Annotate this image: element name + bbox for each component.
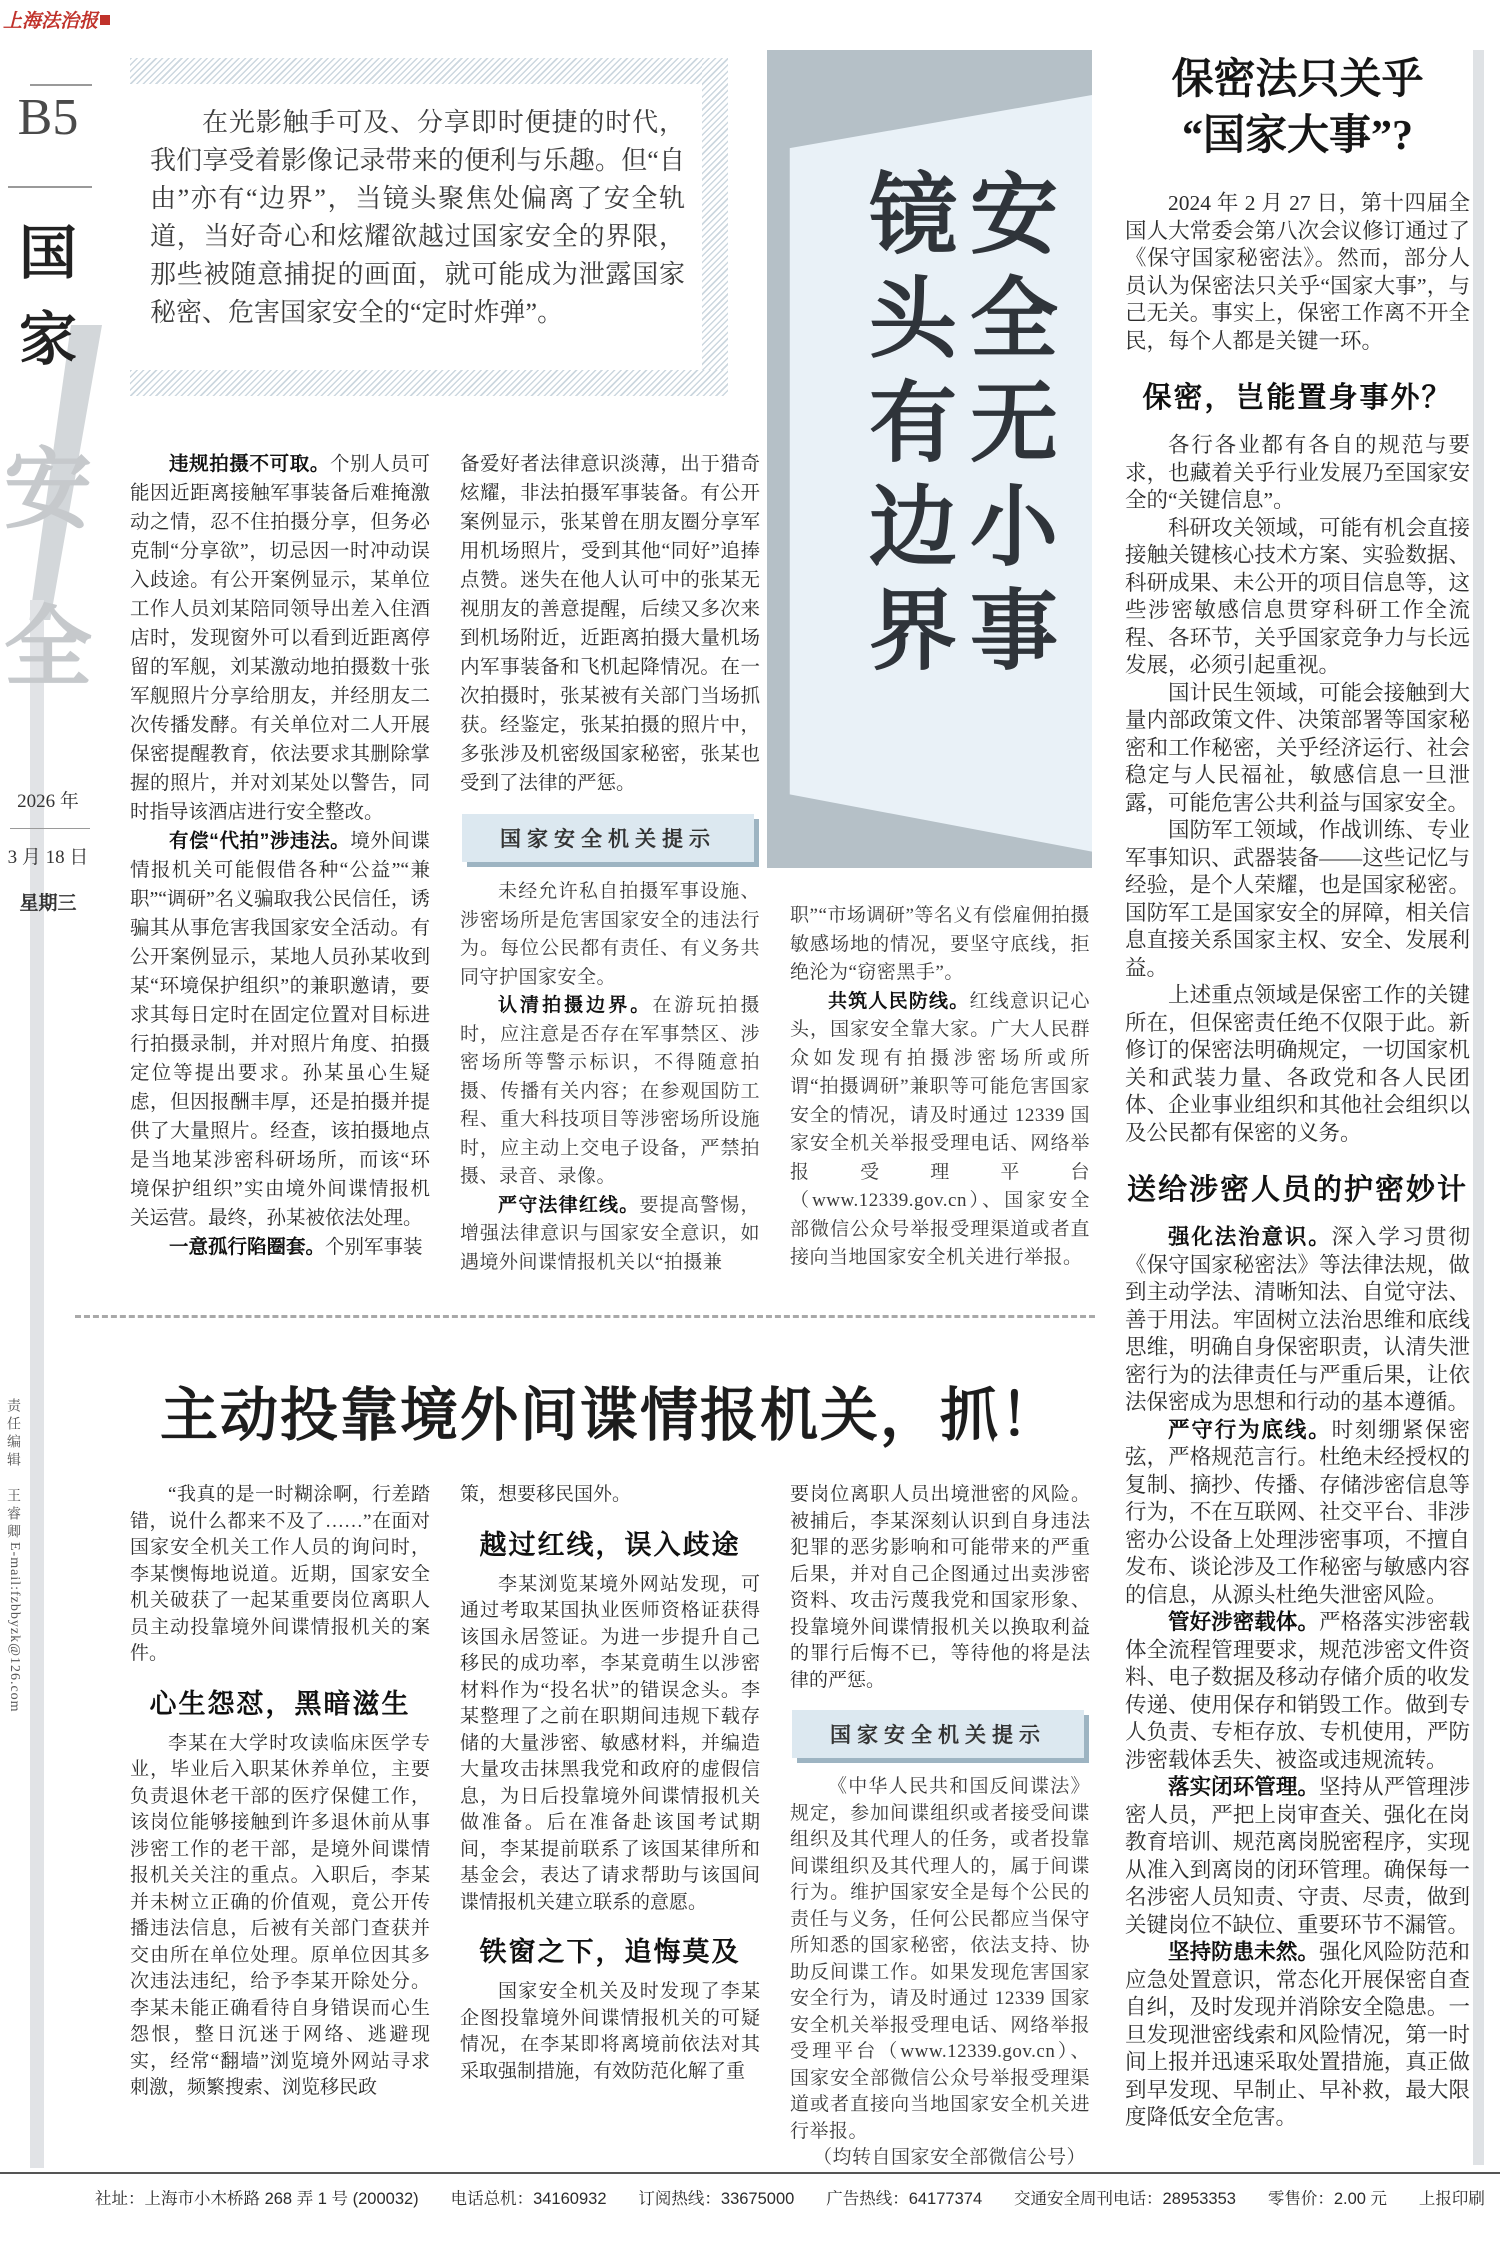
paragraph: 管好涉密载体。严格落实涉密载体全流程管理要求，规范涉密文件资料、电子数据及移动存储介质的收发传递、使用保存和销毁工作。做到专人负责、专柜存放、专机使用，严防涉密载体丢失、被盗或违规流转。 bbox=[1125, 1610, 1470, 1772]
paragraph: 共筑人民防线。红线意识记心头，国家安全靠大家。广大人民群众如发现有拍摄涉密场所或所谓“拍摄调研”兼职等可能危害国家安全的情况，请及时通过 12339 国家安全机关举报受理电话、网络举报受理平台（www.12339.gov.cn）、国家安全部微信公众号举报受理渠道或者直接向当地国家安全机关进行举报。 bbox=[790, 990, 1090, 1268]
right-article bbox=[1125, 48, 1470, 2170]
paragraph: 未经允许私自拍摄军事设施、涉密场所是危害国家安全的违法行为。每位公民都有责任、有义务共同守护国家安全。 bbox=[460, 881, 760, 988]
column-subhead: 铁窗之下，追悔莫及 bbox=[479, 1937, 741, 1967]
editor-email: E-mail:fzbbyzk@126.com bbox=[7, 1542, 22, 1713]
footer-item: 社址：上海市小木桥路 268 弄 1 号 (200032) bbox=[95, 2190, 419, 2208]
headline-panel bbox=[767, 50, 1092, 868]
editor-name: 责任编辑 王睿卿 bbox=[5, 1398, 20, 1542]
footer-item: 广告热线：64177374 bbox=[826, 2190, 983, 2208]
paragraph: 各行各业都有各自的规范与要求，也藏着关乎行业发展乃至国家安全的“关键信息”。 bbox=[1125, 433, 1470, 512]
paragraph: 上述重点领域是保密工作的关键所在，但保密责任绝不仅限于此。新修订的保密法明确规定，一切国家机关和武装力量、各政党和各人民团体、企业事业组织和其他社会组织以及公民都有保密的义务。 bbox=[1125, 983, 1470, 1145]
date-weekday: 星期三 bbox=[19, 893, 77, 914]
page-number: B5 bbox=[17, 89, 79, 146]
paragraph: 科研攻关领域，可能有机会直接接触关键核心技术方案、实验数据、科研成果、未公开的项目信息等，这些涉密敏感信息贯穿科研工作全流程、各环节，关乎国家竞争力与长远发展，必须引起重视。 bbox=[1125, 515, 1470, 677]
paragraph: “我真的是一时糊涂啊，行差踏错，说什么都来不及了……”在面对国家安全机关工作人员的询问时，李某懊悔地说道。近期，国家安全机关破获了一起某重要岗位离职人员主动投靠境外间谍情报机关的案件。 bbox=[130, 1484, 430, 1664]
paragraph: 国家安全机关及时发现了李某企图投靠境外间谍情报机关的可疑情况，在李某即将离境前依法对其采取强制措施，有效防范化解了重 bbox=[460, 1981, 760, 2082]
section-name-char: 国 bbox=[18, 221, 77, 286]
footer-item: 上报印刷 bbox=[1418, 2190, 1485, 2208]
footer-item: 电话总机：34160932 bbox=[450, 2190, 607, 2208]
paragraph: 一意孤行陷圈套。个别军事装 bbox=[169, 1236, 423, 1258]
masthead-rule bbox=[30, 84, 92, 86]
paragraph-lead: 认清拍摄边界。 bbox=[498, 995, 653, 1016]
paragraph: 严守行为底线。时刻绷紧保密弦，严格规范言行。杜绝未经授权的复制、摘抄、传播、存储涉密信息等行为，不在互联网、社交平台、非涉密办公设备上处理涉密事项，不擅自发布、谈论涉及工作秘密与敏感内容的信息，从源头杜绝失泄密风险。 bbox=[1125, 1417, 1470, 1607]
newspaper-logo bbox=[3, 6, 99, 33]
dashed-divider bbox=[75, 1315, 1095, 1318]
paragraph-lead: 一意孤行陷圈套。 bbox=[169, 1236, 326, 1258]
paragraph: 认清拍摄边界。在游玩拍摄时，应注意是否存在军事禁区、涉密场所等警示标识，不得随意拍摄、传播有关内容；在参观国防工程、重大科技项目等涉密场所设施时，应主动上交电子设备，严禁拍摄、录音、录像。 bbox=[460, 995, 760, 1187]
tip-box bbox=[462, 814, 754, 862]
column-subhead: 送给涉密人员的护密妙计 bbox=[1126, 1174, 1468, 1206]
paragraph-lead: 严守行为底线。 bbox=[1168, 1417, 1332, 1442]
right-article-title-line-1: 保密法只关乎 bbox=[1171, 57, 1424, 103]
bottom-article-headline: 主动投靠境外间谍情报机关，抓！ bbox=[159, 1383, 1060, 1448]
section-art-char: 安 bbox=[3, 443, 92, 540]
column-subhead: 保密，岂能置身事外？ bbox=[1142, 382, 1453, 414]
paragraph-lead: 管好涉密载体。 bbox=[1168, 1610, 1320, 1634]
masthead-rule bbox=[8, 186, 92, 188]
section-name-char: 家 bbox=[18, 307, 77, 372]
paragraph: 策，想要移民国外。 bbox=[460, 1484, 632, 1505]
paragraph: 国防军工领域，作战训练、专业军事知识、武器装备——这些记忆与经验，是个人荣耀，也是国家秘密。国防军工是国家安全的屏障，相关信息直接关系国家主权、安全、发展利益。 bbox=[1125, 818, 1470, 980]
paragraph: 职”“市场调研”等名义有偿雇佣拍摄敏感场地的情况，要坚守底线，拒绝沦为“窃密黑手”。 bbox=[790, 905, 1090, 983]
footer bbox=[95, 2185, 1485, 2209]
paragraph-lead: 共筑人民防线。 bbox=[828, 990, 970, 1012]
date-month-day: 3 月 18 日 bbox=[7, 847, 89, 868]
right-margin-bar bbox=[1473, 50, 1484, 2165]
intro-hatch-border bbox=[130, 58, 728, 84]
tip-box-title: 国家安全机关提示 bbox=[830, 1724, 1046, 1747]
main-article-column-1 bbox=[130, 450, 430, 1314]
tip-box-title: 国家安全机关提示 bbox=[500, 828, 716, 851]
paragraph: 李某在大学时攻读临床医学专业，毕业后入职某休养单位，主要负责退休老干部的医疗保健工作，该岗位能够接触到许多退休前从事涉密工作的老干部，是境外间谍情报机关关注的重点。入职后，李某并未树立正确的价值观，竟公开传播违法信息，后被有关部门查获并交由所在单位处理。原单位因其多次违法违纪，给予李某开除处分。李某未能正确看待自身错误而心生怨恨，整日沉迷于网络、逃避现实，经常“翻墙”浏览境外网站寻求刺激，频繁搜索、浏览移民政 bbox=[130, 1732, 430, 2098]
footer-rule bbox=[0, 2172, 1500, 2174]
column-subhead: 心生怨怼，黑暗滋生 bbox=[149, 1688, 411, 1719]
masthead bbox=[0, 0, 100, 2253]
paragraph-lead: 有偿“代拍”涉违法。 bbox=[169, 830, 351, 852]
footer-item: 交通安全周刊电话：28953353 bbox=[1014, 2190, 1236, 2208]
paragraph-lead: 落实闭环管理。 bbox=[1168, 1775, 1320, 1799]
attribution-note: （均转自国家安全部微信公号） bbox=[812, 2147, 1086, 2168]
bottom-article-column-3 bbox=[790, 1482, 1090, 2170]
column-subhead: 越过红线，误入歧途 bbox=[479, 1529, 741, 1560]
paragraph-lead: 违规拍摄不可取。 bbox=[169, 453, 330, 475]
paragraph-lead: 坚持防患未然。 bbox=[1168, 1940, 1320, 1964]
paragraph: 有偿“代拍”涉违法。境外间谍情报机关可能假借各种“公益”“兼职”“调研”名义骗取我公民信任，诱骗其从事危害我国家安全活动。有公开案例显示，某地人员孙某收到某“环境保护组织”的兼职邀请，要求其每日定时在固定位置对目标进行拍摄录制，并对照片角度、拍摄定位等提出要求。孙某虽心生疑虑，但因报酬丰厚，还是拍摄并提供了大量照片。经查，该拍摄地点是当地某涉密科研场所，而该“环境保护组织”实由境外间谍情报机关运营。最终，孙某被依法处理。 bbox=[130, 830, 430, 1229]
logo-text: 上海法治报 bbox=[3, 11, 99, 32]
right-article-title bbox=[1125, 52, 1470, 164]
bottom-article-column-1 bbox=[130, 1482, 430, 2170]
paragraph: 严守法律红线。要提高警惕，增强法律意识与国家安全意识，如遇境外间谍情报机关以“拍摄兼 bbox=[460, 1194, 760, 1273]
paragraph: 《中华人民共和国反间谍法》规定，参加间谍组织或者接受间谍组织及其代理人的任务，或者投靠间谍组织及其代理人的，属于间谍行为。维护国家安全是每个公民的责任与义务，任何公民都应当保守所知悉的国家秘密，依法支持、协助反间谍工作。如果发现危害国家安全行为，请及时通过 12339 国家安全机关举报受理电话、网络举报受理平台（www.12339.gov.cn）、国家安全部微信公众号举报受理渠道或者直接向当地国家安全机关进行举报。 bbox=[790, 1776, 1090, 2142]
right-article-body bbox=[1125, 190, 1470, 2132]
logo-seal-icon bbox=[100, 15, 110, 25]
section-art-char: 全 bbox=[3, 601, 92, 698]
headline-line-2: 镜头有边界 bbox=[856, 168, 953, 688]
paragraph-lead: 强化法治意识。 bbox=[1168, 1225, 1332, 1249]
paragraph: 备爱好者法律意识淡薄，出于猎奇炫耀，非法拍摄军事装备。有公开案例显示，张某曾在朋友圈分享军用机场照片，受到其他“同好”追捧点赞。迷失在他人认可中的张某无视朋友的善意提醒，后续又多次来到机场附近，近距离拍摄大量机场内军事装备和飞机起降情况。在一次拍摄时，张某被有关部门当场抓获。经鉴定，张某拍摄的照片中，多张涉及机密级国家秘密，张某也受到了法律的严惩。 bbox=[460, 454, 760, 794]
main-article-column-2 bbox=[460, 450, 760, 1314]
paragraph: 违规拍摄不可取。个别人员可能因近距离接触军事装备后难掩激动之情，忍不住拍摄分享，但务必克制“分享欲”，切忌因一时冲动误入歧途。有公开案例显示，某单位工作人员刘某陪同领导出差入住酒店时，发现窗外可以看到近距离停留的军舰，刘某激动地拍摄数十张军舰照片分享给朋友，并经朋友二次传播发酵。有关单位对二人开展保密提醒教育，依法要求其删除掌握的照片，并对刘某处以警告，同时指导该酒店进行安全整改。 bbox=[130, 453, 430, 823]
footer-item: 零售价：2.00 元 bbox=[1267, 2190, 1388, 2208]
paragraph: 要岗位离职人员出境泄密的风险。被捕后，李某深刻认识到自身违法犯罪的恶劣影响和可能带来的严重后果，并对自己企图通过出卖涉密资料、攻击污蔑我党和国家形象、投靠境外间谍情报机关以换取利益的罪行后悔不已，等待他的将是法律的严惩。 bbox=[790, 1484, 1090, 1691]
bottom-article-column-2 bbox=[460, 1482, 760, 2170]
right-article-title-line-2: “国家大事”? bbox=[1181, 113, 1413, 159]
paragraph: 李某浏览某境外网站发现，可通过考取某国执业医师资格证获得该国永居签证。为进一步提升自己移民的成功率，李某竟萌生以涉密材料作为“投名状”的错误念头。李某整理了之前在职期间违规下载存储的大量涉密、敏感材料，并编造大量攻击抹黑我党和政府的虚假信息，为日后投靠境外间谍情报机关做准备。后在准备赴该国考试期间，李某提前联系了该国某律所和基金会，表达了请求帮助与该国间谍情报机关建立联系的意愿。 bbox=[460, 1573, 760, 1913]
intro-hatch-border bbox=[130, 370, 728, 396]
paragraph-lead: 严守法律红线。 bbox=[498, 1194, 640, 1216]
paragraph: 2024 年 2 月 27 日，第十四届全国人大常委会第八次会议修订通过了《保守国家秘密法》。然而，部分人员认为保密法只关乎“国家大事”，与己无关。事实上，保密工作离不开全民，每个人都是关键一环。 bbox=[1125, 191, 1470, 353]
main-headline bbox=[847, 168, 1062, 848]
headline-line-1: 安全无小事 bbox=[957, 168, 1054, 688]
intro-hatch-border bbox=[702, 58, 728, 396]
paragraph: 强化法治意识。深入学习贯彻《保守国家秘密法》等法律法规，做到主动学法、清晰知法、自觉守法、善于用法。牢固树立法治思维和底线思维，明确自身保密职责，认清失泄密行为的法律责任与严重后果，让依法保密成为思想和行动的基本遵循。 bbox=[1125, 1225, 1470, 1414]
main-article-column-3 bbox=[790, 902, 1090, 1314]
intro-box bbox=[130, 58, 728, 396]
editor-credit bbox=[2, 1398, 22, 2018]
paragraph: 落实闭环管理。坚持从严管理涉密人员，严把上岗审查关、强化在岗教育培训、规范离岗脱密程序，实现从准入到离岗的闭环管理。确保每一名涉密人员知责、守责、尽责，做到关键岗位不缺位、重要环节不漏管。 bbox=[1125, 1775, 1470, 1937]
paragraph: 坚持防患未然。强化风险防范和应急处置意识，常态化开展保密自查自纠，及时发现并消除安全隐患。一旦发现泄密线索和风险情况，第一时间上报并迅速采取处置措施，真正做到早发现、早制止、早补救，最大限度降低安全危害。 bbox=[1125, 1940, 1470, 2129]
paragraph: 国计民生领域，可能会接触到大量内部政策文件、决策部署等国家秘密和工作秘密，关乎经济运行、社会稳定与人民福祉，敏感信息一旦泄露，可能危害公共利益与国家安全。 bbox=[1125, 680, 1470, 815]
tip-box bbox=[792, 1710, 1084, 1758]
intro-paragraph: 在光影触手可及、分享即时便捷的时代，我们享受着影像记录带来的便利与乐趣。但“自由”亦有“边界”，当镜头聚焦处偏离了安全轨道，当好奇心和炫耀欲越过国家安全的界限，那些被随意捕捉的画面，就可能成为泄露国家秘密、危害国家安全的“定时炸弹”。 bbox=[150, 108, 685, 327]
footer-item: 订阅热线：33675000 bbox=[638, 2190, 795, 2208]
date-year: 2026 年 bbox=[17, 791, 79, 812]
masthead-rule bbox=[10, 828, 90, 829]
